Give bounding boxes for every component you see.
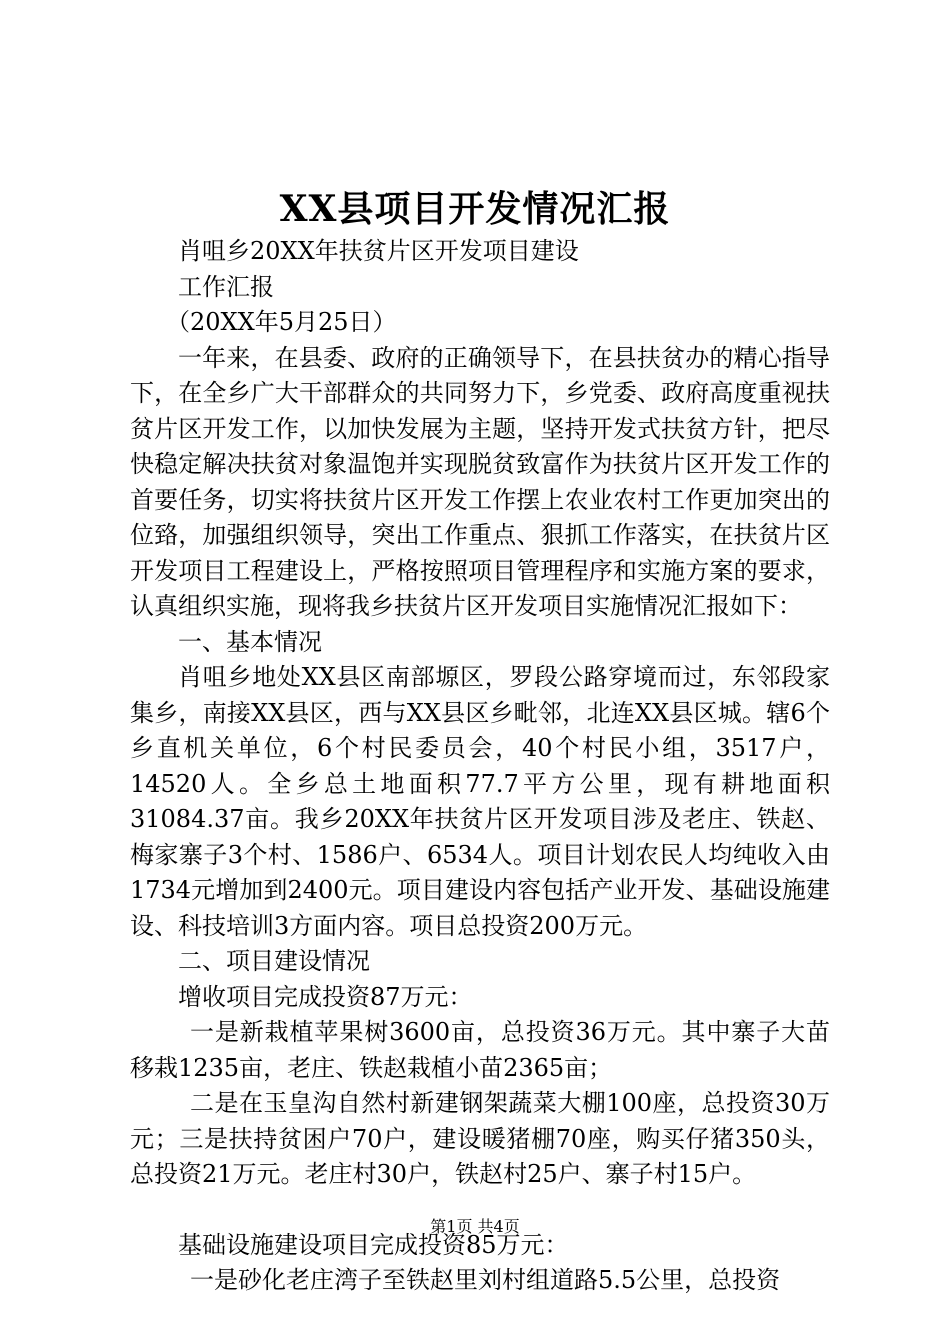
page-number: 第1页 共4页 [430,1217,520,1236]
paragraph-apple-trees: 一是新栽植苹果树3600亩，总投资36万元。其中寨子大苗移栽1235亩，老庄、铁赵栽植小苗2365亩； [130,1018,830,1082]
section-heading-basic: 一、基本情况 [178,627,322,656]
paragraph-date: （20XX年5月25日） [166,308,397,336]
paragraph-road: 一是砂化老庄湾子至铁赵里刘村组道路5.5公里，总投资 [190,1266,781,1294]
paragraph-greenhouses: 二是在玉皇沟自然村新建钢架蔬菜大棚100座，总投资30万元；三是扶持贫困户70户，建设暖猪棚70座，购买仔猪350头，总投资21万元。老庄村30户，铁赵村25户、寨子村15户。 [130,1089,830,1188]
paragraph-infrastructure: 基础设施建设项目完成投资85万元： [178,1230,569,1259]
paragraph-subtitle-line2: 工作汇报 [178,272,274,301]
paragraph-subtitle-line1: 肖咀乡20XX年扶贫片区开发项目建设 [178,237,579,265]
document-body [130,234,830,1299]
section-heading-construction: 二、项目建设情况 [178,947,370,975]
document-title: XX县项目开发情况汇报 [279,188,671,230]
paragraph-income-projects: 增收项目完成投资87万元： [178,982,473,1011]
paragraph-intro: 一年来，在县委、政府的正确领导下，在县扶贫办的精心指导下，在全乡广大干部群众的共同努力下，乡党委、政府高度重视扶贫片区开发工作，以加快发展为主题，坚持开发式扶贫方针，把尽快稳定解决扶贫对象温饱并实现脱贫致富作为扶贫片区开发工作的首要任务，切实将扶贫片区开发工作摆上农业农村工作更加突出的位臵，加强组织领导，突出工作重点、狠抓工作落实，在扶贫片区开发项目工程建设上，严格按照项目管理程序和实施方案的要求，认真组织实施，现将我乡扶贫片区开发项目实施情况汇报如下： [130,343,830,620]
paragraph-basic-info: 肖咀乡地处XX县区南部塬区，罗段公路穿境而过，东邻段家集乡，南接XX县区，西与XX县区乡毗邻，北连XX县区城。辖6个乡直机关单位，6个村民委员会，40个村民小组，3517户，14520人。全乡总土地面积77.7平方公里，现有耕地面积31084.37亩。我乡20XX年扶贫片区开发项目涉及老庄、铁赵、梅家寨子3个村、1586户、6534人。项目计划农民人均纯收入由1734元增加到2400元。项目建设内容包括产业开发、基础设施建设、科技培训3方面内容。项目总投资200万元。 [130,663,830,940]
